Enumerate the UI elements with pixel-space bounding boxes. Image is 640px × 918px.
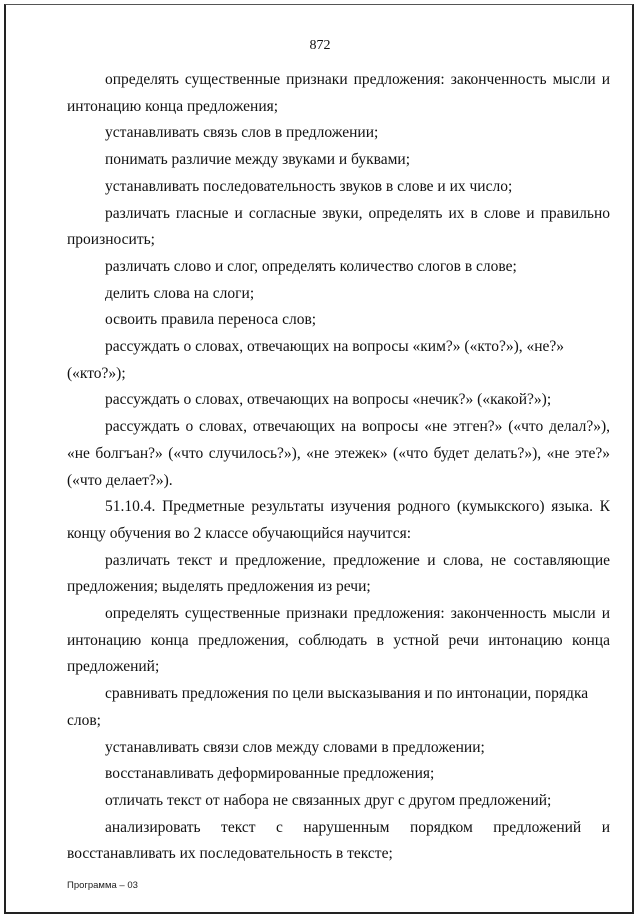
paragraph: различать гласные и согласные звуки, определять их в слове и правильно произносить;	[67, 204, 610, 249]
paragraph: определять существенные признаки предложения: законченность мысли и интонацию конца предложения;	[67, 71, 610, 115]
paragraph: рассуждать о словах, отвечающих на вопросы «не этген?» («что делал?»), «не болгъан?» («что случилось?»), «не этежек» («что будет делать?»), «не эте?» («что делает?»).	[67, 418, 610, 489]
paragraph: сравнивать предложения по цели высказывания и по интонации, порядка слов;	[67, 685, 589, 729]
footer-label: Программа – 03	[67, 880, 138, 891]
paragraph: устанавливать последовательность звуков в слове и их число;	[105, 177, 513, 195]
paragraph: рассуждать о словах, отвечающих на вопросы «нечик?» («какой?»);	[105, 391, 552, 409]
page-number: 872	[309, 38, 331, 53]
paragraph: отличать текст от набора не связанных друг с другом предложений;	[105, 791, 552, 809]
paragraph: рассуждать о словах, отвечающих на вопросы «ким?» («кто?»), «не?» («кто?»);	[67, 338, 565, 382]
paragraph: понимать различие между звуками и буквами;	[105, 151, 411, 169]
paragraph: устанавливать связь слов в предложении;	[105, 124, 379, 142]
paragraph: восстанавливать деформированные предложения;	[105, 765, 435, 783]
paragraph: устанавливать связи слов между словами в предложении;	[105, 738, 485, 756]
paragraph: различать текст и предложение, предложение и слова, не составляющие предложения; выделять предложения из речи;	[67, 551, 610, 596]
section-heading-paragraph: 51.10.4. Предметные результаты изучения родного (кумыкского) языка. К концу обучения во 2 классе обучающийся научится:	[67, 498, 610, 542]
document-body	[67, 67, 610, 868]
paragraph: освоить правила переноса слов;	[105, 311, 317, 329]
paragraph: анализировать текст с нарушенным порядком предложений и восстанавливать их последовательность в тексте;	[67, 818, 610, 863]
paragraph: определять существенные признаки предложения: законченность мысли и интонацию конца предложения, соблюдать в устной речи интонацию конца предложений;	[67, 605, 610, 676]
paragraph: различать слово и слог, определять количество слогов в слове;	[105, 257, 517, 275]
paragraph: делить слова на слоги;	[105, 284, 255, 302]
